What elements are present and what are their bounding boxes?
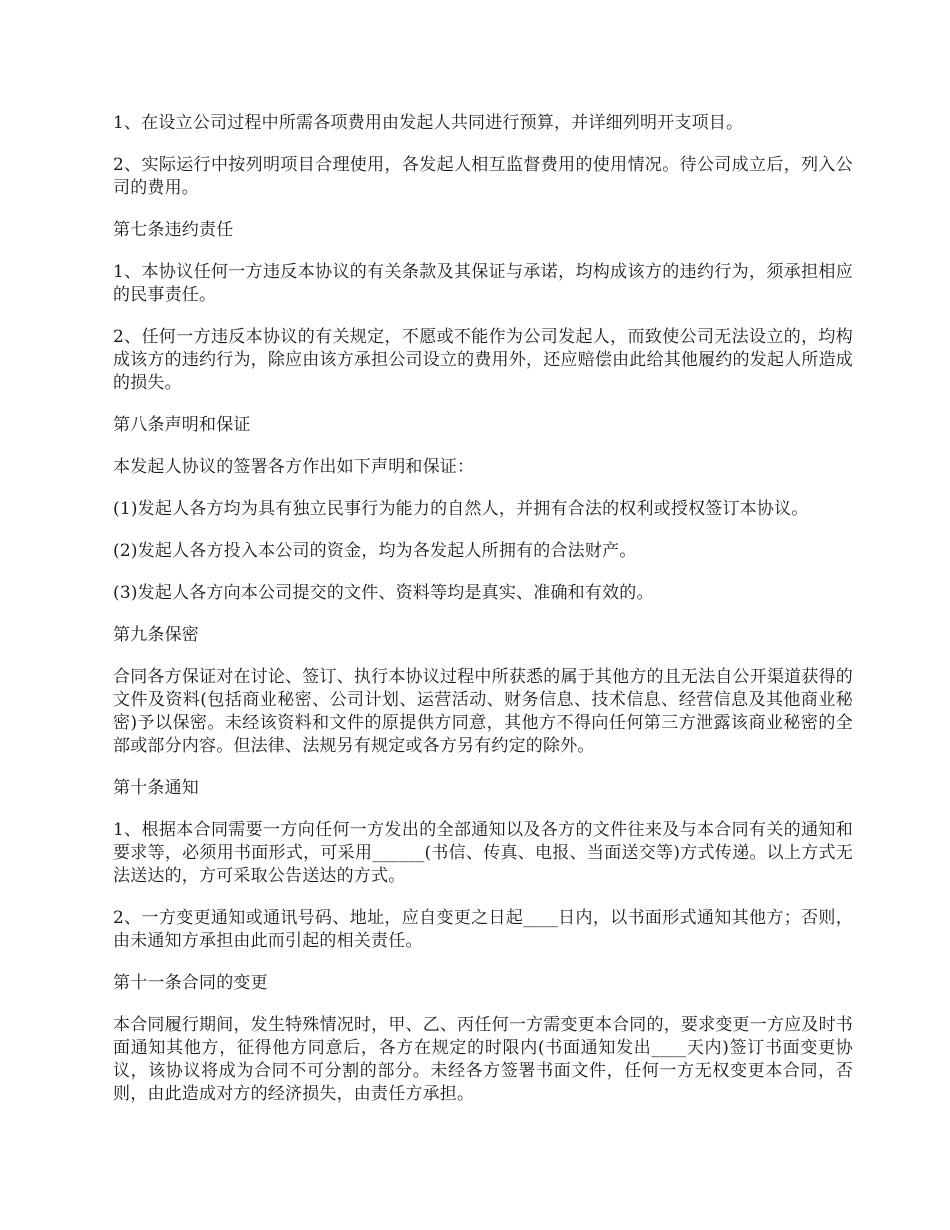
paragraph: (3)发起人各方向本公司提交的文件、资料等均是真实、准确和有效的。 (113, 583, 654, 603)
paragraph: 1、本协议任何一方违反本协议的有关条款及其保证与承诺，均构成该方的违约行为，须承担相应的民事责任。 (113, 262, 853, 305)
paragraph: 2、任何一方违反本协议的有关规定，不愿或不能作为公司发起人，而致使公司无法设立的，均构成该方的违约行为，除应由该方承担公司设立的费用外，还应赔偿由此给其他履约的发起人所造成的损失。 (113, 327, 853, 393)
section-heading: 第九条保密 (113, 625, 199, 645)
paragraph: 2、实际运行中按列明项目合理使用，各发起人相互监督费用的使用情况。待公司成立后，列入公司的费用。 (113, 155, 853, 198)
paragraph: (2)发起人各方投入本公司的资金，均为各发起人所拥有的合法财产。 (113, 541, 637, 561)
section-heading: 第十一条合同的变更 (113, 973, 268, 993)
section-heading: 第十条通知 (113, 778, 199, 798)
paragraph: 合同各方保证对在讨论、签订、执行本协议过程中所获悉的属于其他方的且无法自公开渠道获得的文件及资料(包括商业秘密、公司计划、运营活动、财务信息、技术信息、经营信息及其他商业秘密)予以保密。未经该资料和文件的原提供方同意，其他方不得向任何第三方泄露该商业秘密的全部或部分内容。但法律、法规另有规定或各方另有约定的除外。 (113, 667, 853, 756)
section-heading: 第八条声明和保证 (113, 415, 251, 435)
paragraph: 本发起人协议的签署各方作出如下声明和保证： (113, 457, 475, 477)
paragraph: (1)发起人各方均为具有独立民事行为能力的自然人，并拥有合法的权利或授权签订本协议。 (113, 499, 809, 519)
document-body (113, 112, 853, 1125)
paragraph: 1、根据本合同需要一方向任何一方发出的全部通知以及各方的文件往来及与本合同有关的通知和要求等，必须用书面形式，可采用______(书信、传真、电报、当面送交等)方式传递。以上方式无法送达的，方可采取公告送达的方式。 (113, 820, 853, 886)
paragraph: 1、在设立公司过程中所需各项费用由发起人共同进行预算，并详细列明开支项目。 (113, 113, 744, 133)
paragraph: 2、一方变更通知或通讯号码、地址，应自变更之日起____日内，以书面形式通知其他方；否则，由未通知方承担由此而引起的相关责任。 (113, 908, 853, 951)
paragraph: 本合同履行期间，发生特殊情况时，甲、乙、丙任何一方需变更本合同的，要求变更一方应及时书面通知其他方，征得他方同意后，各方在规定的时限内(书面通知发出____天内)签订书面变更协议，该协议将成为合同不可分割的部分。未经各方签署书面文件，任何一方无权变更本合同，否则，由此造成对方的经济损失，由责任方承担。 (113, 1015, 853, 1104)
section-heading: 第七条违约责任 (113, 220, 234, 240)
